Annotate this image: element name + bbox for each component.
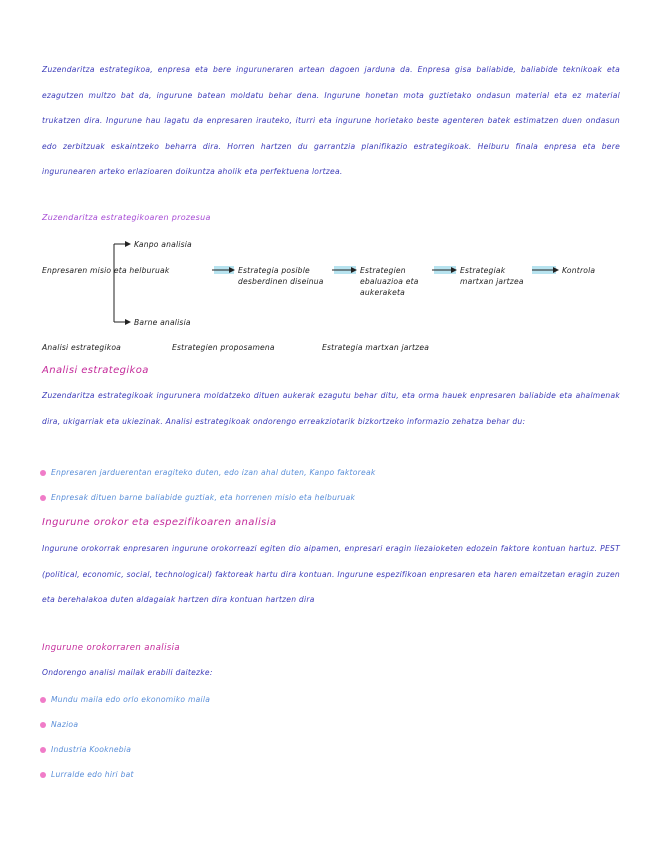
section3-title: Ingurune orokorraren analisia	[42, 643, 181, 653]
bullet-text: Mundu maila edo orlo ekonomiko maila	[51, 695, 211, 704]
bullet-text: Enpresaren jarduerentan eragiteko duten, edo izan ahal duten, Kanpo faktoreak	[51, 468, 376, 477]
bullet-dot	[40, 722, 46, 728]
section1-paragraph: Zuzendaritza estrategikoak ingurunera moldatzeko dituen aukerak ezagutu behar ditu, eta orma hauek enpresaren baliabide eta ahalmenak dira, ukigarriak eta ukiezinak. Analisi estrategikoak ondorengo erreakziotarik bizkortzeko informazio zehatza behar du:	[42, 391, 620, 426]
section1-bullet-2	[40, 493, 355, 502]
bullet-dot	[40, 772, 46, 778]
bullet-dot	[40, 495, 46, 501]
bullet-dot	[40, 747, 46, 753]
process-title: Zuzendaritza estrategikoaren prozesua	[42, 213, 211, 222]
bullet-text: Enpresak dituen barne baliabide guztiak, eta horrenen misio eta helburuak	[51, 493, 356, 502]
section2-paragraph: Ingurune orokorrak enpresaren ingurune orokorreazi egiten dio aipamen, enpresari eragin liezaioketen edozein faktore kontuan hartuz. PEST (political, economic, social, technological) faktoreak hartu dira kontuan. Ingurune espezifikoan enpresaren eta haren emaitzetan eragin zuzen eta berehalakoa duten aldagaiak hartzen dira kontuan hartzen dira	[42, 544, 620, 604]
bullet-text: Industria Kooknebia	[51, 745, 132, 754]
section3-bullet-3	[40, 745, 131, 754]
intro-paragraph: Zuzendaritza estrategikoa, enpresa eta bere inguruneraren artean dagoen jarduna da. Enpresa gisa baliabide, baliabide teknikoak eta ezagutzen multzo bat da, ingurune batean moldatu behar dena. Ingurune honetan mota guztietako ondasun material eta ez material trukatzen dira. Ingurune hau lagatu da enpresaren irauteko, iturri eta ingurune horietako beste agenteren batek estimatzen duen ondasun edo zerbitzuak eskaintzeko beharra dira. Horren hartzen du garrantzia planifikazio estrategikoak. Helburu finala enpresa eta bere ingurunearen arteko erlazioaren doikuntza aholik eta perfektuena lortzea.	[42, 65, 620, 176]
stage-diseinua: Estrategia posible desberdinen diseinua	[238, 266, 324, 286]
bullet-text: Lurralde edo hiri bat	[51, 770, 134, 779]
bullet-dot	[40, 697, 46, 703]
section3-bullet-4	[40, 770, 134, 779]
phase-martxan: Estrategia martxan jartzea	[322, 343, 430, 352]
section1-title: Analisi estrategikoa	[42, 365, 149, 376]
bullet-dot	[40, 470, 46, 476]
section3-bullet-2	[40, 720, 78, 729]
section1-bullet-1	[40, 468, 376, 477]
section3-bullet-1	[40, 695, 210, 704]
misio-helburuak: Enpresaren misio eta helburuak	[42, 266, 170, 275]
kanpo-analisia: Kanpo analisia	[134, 240, 192, 249]
stage-martxan: Estrategiak martxan jartzea	[460, 266, 524, 286]
bullet-text: Nazioa	[51, 720, 79, 729]
phase-proposamena: Estrategien proposamena	[172, 343, 275, 352]
section3-intro: Ondorengo analisi mailak erabili daitezke:	[42, 668, 213, 677]
section2-title: Ingurune orokor eta espezifikoaren analisia	[42, 517, 277, 528]
stage-kontrola: Kontrola	[562, 266, 596, 275]
stage-ebaluazioa: Estrategien ebaluazioa eta aukeraketa	[360, 266, 419, 297]
barne-analisia: Barne analisia	[134, 318, 191, 327]
phase-analisi: Analisi estrategikoa	[42, 343, 122, 352]
